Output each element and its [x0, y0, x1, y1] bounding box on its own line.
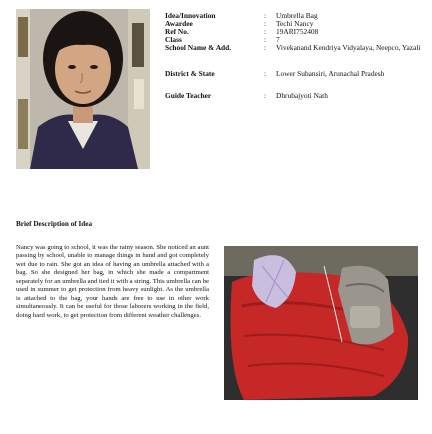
value-school: Vivekanand Kendriya Vidyalaya, Neepco, Yazali — [276, 43, 421, 52]
value-awardee: Techi Nancy — [276, 19, 314, 28]
label-school: School Name & Add. — [165, 43, 232, 52]
colon: : — [264, 43, 267, 52]
label-idea: Idea/Innovation — [165, 11, 216, 20]
label-guide: Guide Teacher — [165, 91, 212, 100]
colon: : — [264, 11, 267, 20]
label-district: District & State — [165, 69, 215, 78]
awardee-photo — [16, 9, 150, 169]
colon: : — [264, 19, 267, 28]
colon: : — [264, 35, 267, 44]
label-awardee: Awardee — [165, 19, 193, 28]
umbrella-bag-photo — [224, 246, 418, 400]
colon: : — [264, 91, 267, 100]
value-guide: Dhrubajyoti Nath — [276, 91, 328, 100]
value-district: Lower Subansiri, Arunachal Pradesh — [276, 69, 385, 78]
value-idea: Umbrella Bag — [276, 11, 318, 20]
description-text: Nancy was going to school, it was the rainy season. She noticed an aunt passing by school, unable to manage things in hand and got completely wet due to rain. She got an idea of having an umbrella attached with a bag. So she designed her bag, in which she made a compartment separately for an umbrella and tied it with a string. This umbrella can be used in summer to get protection from heavy sunlight. As the umbrella is attached to the bag, your hands are free to use in other work simultaneously. It can be useful for those laborers working in the field, doing hard work, to get protection from different weather challenges. — [16, 244, 210, 319]
section-heading: Brief Description of Idea — [16, 220, 93, 228]
label-class: Class — [165, 35, 182, 44]
value-ref-no: 19ARI752408 — [276, 27, 319, 36]
colon: : — [264, 69, 267, 78]
colon: : — [264, 27, 267, 36]
value-class: 7 — [276, 35, 280, 44]
label-ref-no: Ref No. — [165, 27, 189, 36]
